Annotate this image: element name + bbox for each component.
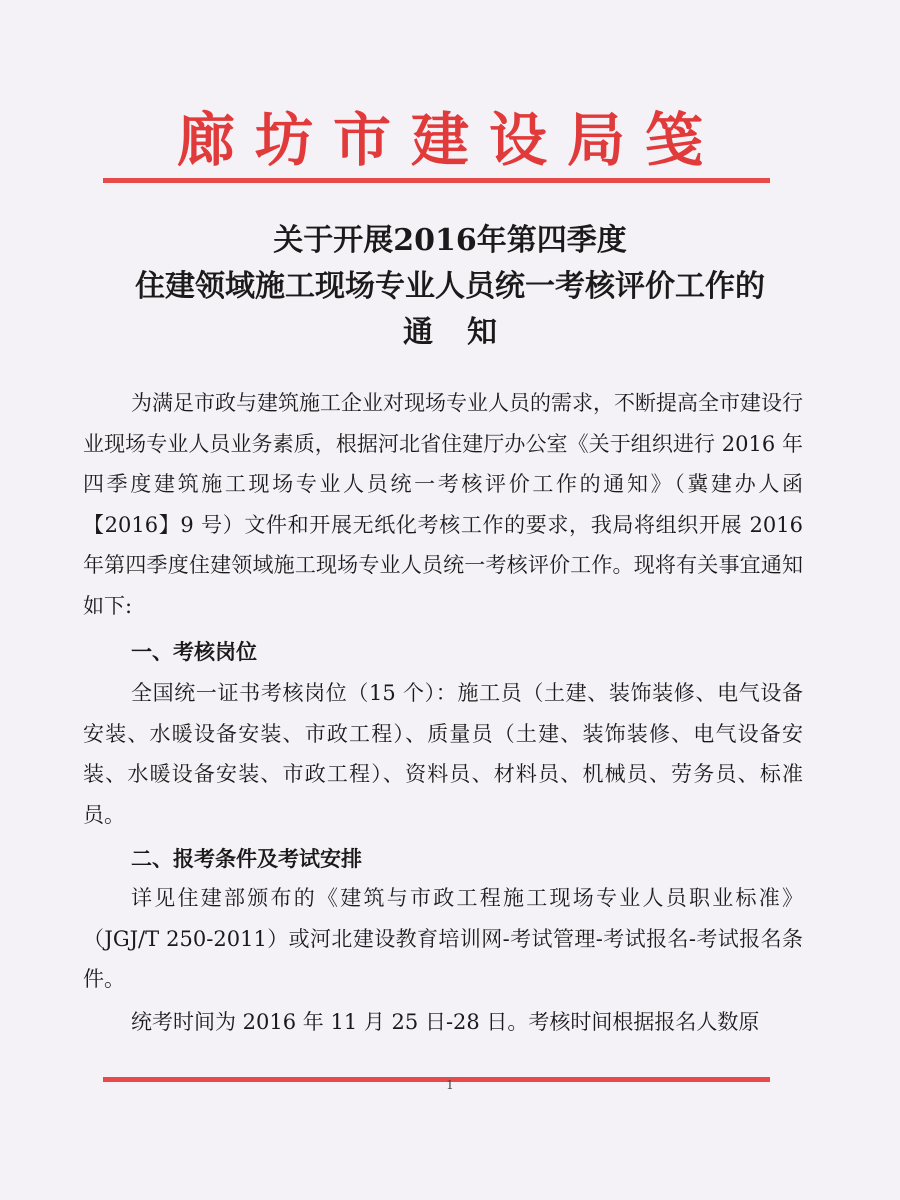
section-2-paragraph: 详见住建部颁布的《建筑与市政工程施工现场专业人员职业标准》（JGJ/T 250-2011）或河北建设教育培训网-考试管理-考试报名-考试报名条件。: [83, 886, 803, 991]
letterhead-red-rule: [103, 178, 770, 183]
page-number: 1: [446, 1078, 454, 1092]
section-1-paragraph: 全国统一证书考核岗位（15 个）：施工员（土建、装饰装修、电气设备安装、水暖设备安装、市政工程）、质量员（土建、装饰装修、电气设备安装、水暖设备安装、市政工程）、资料员、材料员、机械员、劳务员、标准员。: [83, 681, 803, 827]
intro-paragraph: 为满足市政与建筑施工企业对现场专业人员的需求，不断提高全市建设行业现场专业人员业务素质，根据河北省住建厅办公室《关于组织进行 2016 年四季度建筑施工现场专业人员统一考核评价工作的通知》（冀建办人函【2016】9 号）文件和开展无纸化考核工作的要求，我局将组织开展 2016 年第四季度住建领域施工现场专业人员统一考核评价工作。现将有关事宜通知如下:: [83, 391, 803, 618]
title-line-1: 关于开展2016年第四季度: [273, 223, 627, 258]
title-line-3: 通知: [403, 315, 531, 350]
title-line-2: 住建领域施工现场专业人员统一考核评价工作的: [135, 269, 765, 304]
letterhead: 廊坊市建设局笺: [176, 106, 723, 174]
section-2-heading: 二、报考条件及考试安排: [131, 846, 362, 871]
section-2-paragraph-2: 统考时间为 2016 年 11 月 25 日-28 日。考核时间根据报名人数原: [131, 1010, 760, 1034]
section-1-heading: 一、考核岗位: [131, 639, 257, 664]
